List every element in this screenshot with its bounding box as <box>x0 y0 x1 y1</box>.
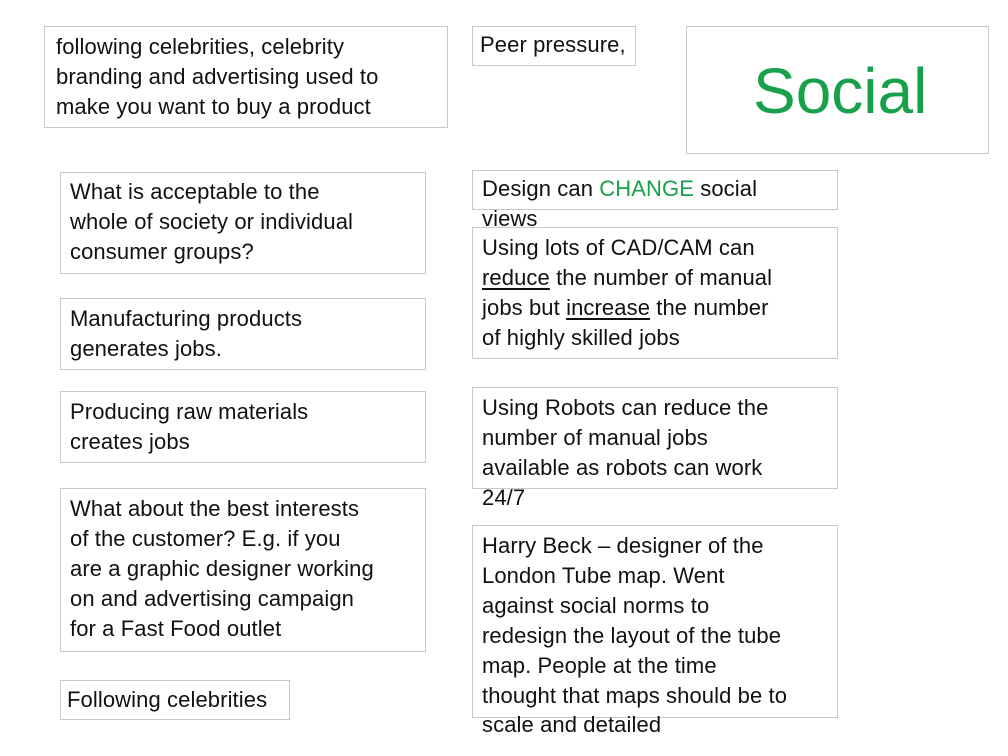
harry-beck-line-5: map. People at the time <box>482 653 717 678</box>
cad-cam-increase: increase <box>566 295 651 320</box>
harry-beck-line-7: scale and detailed <box>482 712 662 737</box>
design-change-line-2: views <box>482 206 538 231</box>
cad-cam-line-3 <box>482 293 769 323</box>
cad-cam-reduce: reduce <box>482 265 550 290</box>
manufacturing-line-1: Manufacturing products <box>70 306 303 331</box>
raw-materials-line-2: creates jobs <box>70 429 190 454</box>
design-change-line-1 <box>482 174 757 204</box>
celebrity-branding-line-2: branding and advertising used to <box>56 64 379 89</box>
harry-beck-line-3: against social norms to <box>482 593 710 618</box>
harry-beck-line-4: redesign the layout of the tube <box>482 623 782 648</box>
cad-cam-line-2 <box>482 263 772 293</box>
celebrity-branding-line-3: make you want to buy a product <box>56 94 371 119</box>
best-interests-line-4: on and advertising campaign <box>70 586 354 611</box>
cad-cam-line-1: Using lots of CAD/CAM can <box>482 235 755 260</box>
harry-beck-line-1: Harry Beck – designer of the <box>482 533 764 558</box>
manufacturing-line-2: generates jobs. <box>70 336 222 361</box>
robots-line-1: Using Robots can reduce the <box>482 395 769 420</box>
peer-pressure-text: Peer pressure, <box>480 32 626 57</box>
harry-beck-line-2: London Tube map. Went <box>482 563 725 588</box>
cad-cam-line-4: of highly skilled jobs <box>482 325 680 350</box>
robots-line-2: number of manual jobs <box>482 425 708 450</box>
raw-materials-line-1: Producing raw materials <box>70 399 309 424</box>
design-change-before: Design can <box>482 176 600 201</box>
best-interests-line-5: for a Fast Food outlet <box>70 616 282 641</box>
cad-cam-line-3-rest: the number <box>650 295 769 320</box>
best-interests-line-2: of the customer? E.g. if you <box>70 526 341 551</box>
cad-cam-line-2-rest: the number of manual <box>549 265 773 290</box>
acceptable-line-3: consumer groups? <box>70 239 254 264</box>
design-change-after: social <box>694 176 758 201</box>
acceptable-line-1: What is acceptable to the <box>70 179 320 204</box>
page-title: Social <box>753 55 928 127</box>
robots-line-3: available as robots can work <box>482 455 763 480</box>
following-celebrities-text: Following celebrities <box>67 687 268 712</box>
best-interests-line-1: What about the best interests <box>70 496 360 521</box>
harry-beck-line-6: thought that maps should be to <box>482 683 788 708</box>
design-change-highlight: CHANGE <box>599 176 695 201</box>
cad-cam-line-3-start: jobs but <box>482 295 567 320</box>
best-interests-line-3: are a graphic designer working <box>70 556 374 581</box>
celebrity-branding-line-1: following celebrities, celebrity <box>56 34 345 59</box>
acceptable-line-2: whole of society or individual <box>70 209 354 234</box>
robots-line-4: 24/7 <box>482 485 526 510</box>
